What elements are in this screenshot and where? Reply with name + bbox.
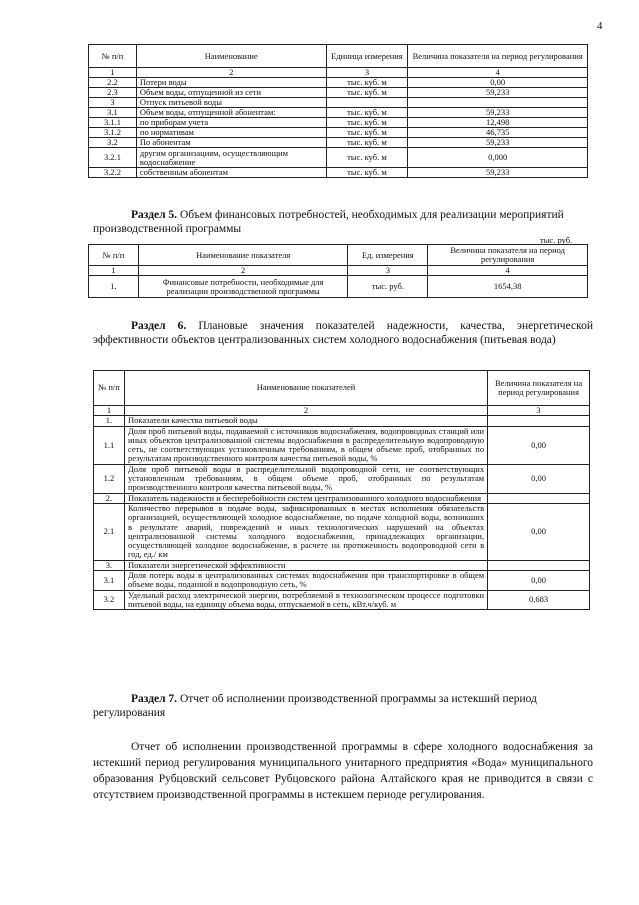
numbering-cell: 3: [326, 68, 408, 78]
reliability-indicators-table: [93, 370, 590, 610]
table-row: [94, 426, 590, 464]
row-value: 0,00: [488, 426, 590, 464]
section-5-label: Раздел 5.: [131, 209, 178, 221]
section-6-label: Раздел 6.: [131, 320, 187, 332]
row-value: 59,233: [408, 168, 588, 178]
row-unit: тыс. куб. м: [326, 138, 408, 148]
header-cell: № п/п: [89, 245, 139, 266]
table-numbering-row: [89, 68, 588, 78]
financial-needs-table: [88, 244, 588, 298]
table-row: [89, 98, 588, 108]
table-group-row: [94, 560, 590, 570]
numbering-cell: 1: [89, 266, 139, 276]
row-unit: тыс. руб.: [348, 276, 428, 298]
header-cell: Величина показателя на период регулирования: [408, 45, 588, 68]
table-row: [94, 464, 590, 493]
numbering-cell: 3: [348, 266, 428, 276]
water-volume-table: [88, 44, 588, 178]
row-value: 59,233: [408, 138, 588, 148]
row-number: 3.2: [89, 138, 137, 148]
section-5-title: Объем финансовых потребностей, необходимых для реализации мероприятий производственной программы: [93, 209, 564, 235]
row-unit: тыс. куб. м: [326, 128, 408, 138]
table-group-row: [94, 493, 590, 503]
table-row: [89, 108, 588, 118]
table-row: [89, 88, 588, 98]
row-number: 1.1: [94, 426, 125, 464]
section-6-title: Плановые значения показателей надежности, качества, энергетической эффективности объектов централизованных систем холодного водоснабжения (питьевая вода): [93, 320, 593, 346]
row-number: 1.: [89, 276, 139, 298]
table-row: [89, 168, 588, 178]
table-row: [89, 138, 588, 148]
header-cell: № п/п: [89, 45, 137, 68]
numbering-cell: 4: [408, 68, 588, 78]
row-name: По абонентам: [136, 138, 326, 148]
row-value: 46,735: [408, 128, 588, 138]
row-number: 2.2: [89, 78, 137, 88]
header-cell: Наименование показателя: [138, 245, 348, 266]
numbering-cell: 1: [89, 68, 137, 78]
row-name: Финансовые потребности, необходимые для реализации производственной программы: [138, 276, 348, 298]
row-number: 3.2: [94, 590, 125, 610]
page-number: 4: [597, 20, 603, 32]
section-7-heading: [93, 693, 593, 720]
row-value: [488, 560, 590, 570]
row-unit: тыс. куб. м: [326, 78, 408, 88]
row-name: Показатели энергетической эффективности: [124, 560, 487, 570]
row-value: 59,233: [408, 88, 588, 98]
numbering-cell: 4: [428, 266, 588, 276]
row-value: 12,498: [408, 118, 588, 128]
header-cell: Единица измерения: [326, 45, 408, 68]
table-row: [89, 118, 588, 128]
header-cell: Наименование показателей: [124, 371, 487, 406]
table-header-row: [89, 45, 588, 68]
table-numbering-row: [89, 266, 588, 276]
row-name: собственным абонентам: [136, 168, 326, 178]
header-cell: № п/п: [94, 371, 125, 406]
row-value: [408, 98, 588, 108]
table-row: [89, 128, 588, 138]
row-name: Показатель надежности и бесперебойности систем централизованного холодного водоснабжения: [124, 493, 487, 503]
row-name: Количество перерывов в подаче воды, зафиксированных в местах исполнения обязательств организацией, осуществляющей холодное водоснабжение, по подаче холодной воды, возникших в результате аварий, повреждений и иных технологических нарушений на объектах централизованной системы холодного водоснабжения, принадлежащих организации, осуществляющей холодное водоснабжение, в расчете на протяженность водопроводной сети в год, ед./ км: [124, 503, 487, 560]
row-number: 2.3: [89, 88, 137, 98]
table-header-row: [94, 371, 590, 406]
row-name: Потери воды: [136, 78, 326, 88]
row-value: 0,000: [408, 148, 588, 168]
row-number: 3.: [94, 560, 125, 570]
row-name: Удельный расход электрической энергии, потребляемой в технологическом процессе подготовки питьевой воды, на единицу объема воды, отпускаемой в сеть, кВт.ч/куб. м: [124, 590, 487, 610]
paragraph-text: Отчет об исполнении производственной программы в сфере холодного водоснабжения за истекший период регулирования муниципального унитарного предприятия «Вода» муниципального образования Рубцовский сельсовет Рубцовского района Алтайского края не приводится в связи с отсутствием производственной программы в истекшем периоде регулирования.: [93, 741, 593, 801]
row-value: 0,00: [488, 571, 590, 591]
row-number: 3.1.2: [89, 128, 137, 138]
row-number: 1.2: [94, 464, 125, 493]
row-name: Доля проб питьевой воды, подаваемой с источников водоснабжения, водопроводных станций или иных объектов централизованной системы водоснабжения в распределительную водопроводную сеть, не соответствующих установленным требованиям, в общем объеме проб, отобранных по результатам производственного контроля качества питьевой воды, %: [124, 426, 487, 464]
row-number: 3.1: [89, 108, 137, 118]
row-number: 1.: [94, 416, 125, 426]
numbering-cell: 2: [138, 266, 348, 276]
header-cell: Величина показателя на период регулирования: [488, 371, 590, 406]
row-name: по приборам учета: [136, 118, 326, 128]
table-row: [89, 78, 588, 88]
row-number: 3.1.1: [89, 118, 137, 128]
table-row: [94, 571, 590, 591]
row-value: 0,00: [408, 78, 588, 88]
table-numbering-row: [94, 406, 590, 416]
row-value: 1654,38: [428, 276, 588, 298]
row-value: [488, 416, 590, 426]
table-row: [94, 590, 590, 610]
row-name: Доля проб питьевой воды в распределительной водопроводной сети, не соответствующих установленным требованиям, в общем объеме проб, отобранных по результатам производственного контроля качества питьевой воды, %: [124, 464, 487, 493]
row-name: по нормативам: [136, 128, 326, 138]
table-row: [89, 148, 588, 168]
section-6-heading: [93, 320, 593, 347]
section-5-heading: [93, 209, 593, 236]
section-7-title: Отчет об исполнении производственной программы за истекший период регулирования: [93, 693, 537, 719]
row-value: 0,00: [488, 464, 590, 493]
table-row: [94, 503, 590, 560]
numbering-cell: 3: [488, 406, 590, 416]
row-value: 0,683: [488, 590, 590, 610]
row-number: 3.2.2: [89, 168, 137, 178]
row-number: 3.2.1: [89, 148, 137, 168]
row-number: 3: [89, 98, 137, 108]
row-unit: тыс. куб. м: [326, 108, 408, 118]
section-5-unit-note: тыс. руб.: [540, 235, 573, 245]
row-number: 2.: [94, 493, 125, 503]
section-7-label: Раздел 7.: [131, 693, 178, 705]
row-unit: [326, 98, 408, 108]
row-name: Показатели качества питьевой воды: [124, 416, 487, 426]
row-number: 3.1: [94, 571, 125, 591]
numbering-cell: 2: [136, 68, 326, 78]
row-value: 0,00: [488, 503, 590, 560]
row-unit: тыс. куб. м: [326, 148, 408, 168]
header-cell: Наименование: [136, 45, 326, 68]
table-group-row: [94, 416, 590, 426]
row-unit: тыс. куб. м: [326, 88, 408, 98]
row-value: [488, 493, 590, 503]
row-number: 2.1: [94, 503, 125, 560]
row-name: другим организациям, осуществляющим водоснабжение: [136, 148, 326, 168]
header-cell: Величина показателя на период регулирования: [428, 245, 588, 266]
table-header-row: [89, 245, 588, 266]
row-unit: тыс. куб. м: [326, 168, 408, 178]
numbering-cell: 1: [94, 406, 125, 416]
numbering-cell: 2: [124, 406, 487, 416]
row-name: Отпуск питьевой воды: [136, 98, 326, 108]
row-name: Объем воды, отпущенной из сети: [136, 88, 326, 98]
header-cell: Ед. измерения: [348, 245, 428, 266]
table-row: [89, 276, 588, 298]
row-unit: тыс. куб. м: [326, 118, 408, 128]
row-name: Доля потерь воды в централизованных системах водоснабжения при транспортировке в общем объеме воды, поданной в водопроводную сеть, %: [124, 571, 487, 591]
row-name: Объем воды, отпущенной абонентам:: [136, 108, 326, 118]
row-value: 59,233: [408, 108, 588, 118]
section-7-paragraph: [93, 739, 593, 803]
